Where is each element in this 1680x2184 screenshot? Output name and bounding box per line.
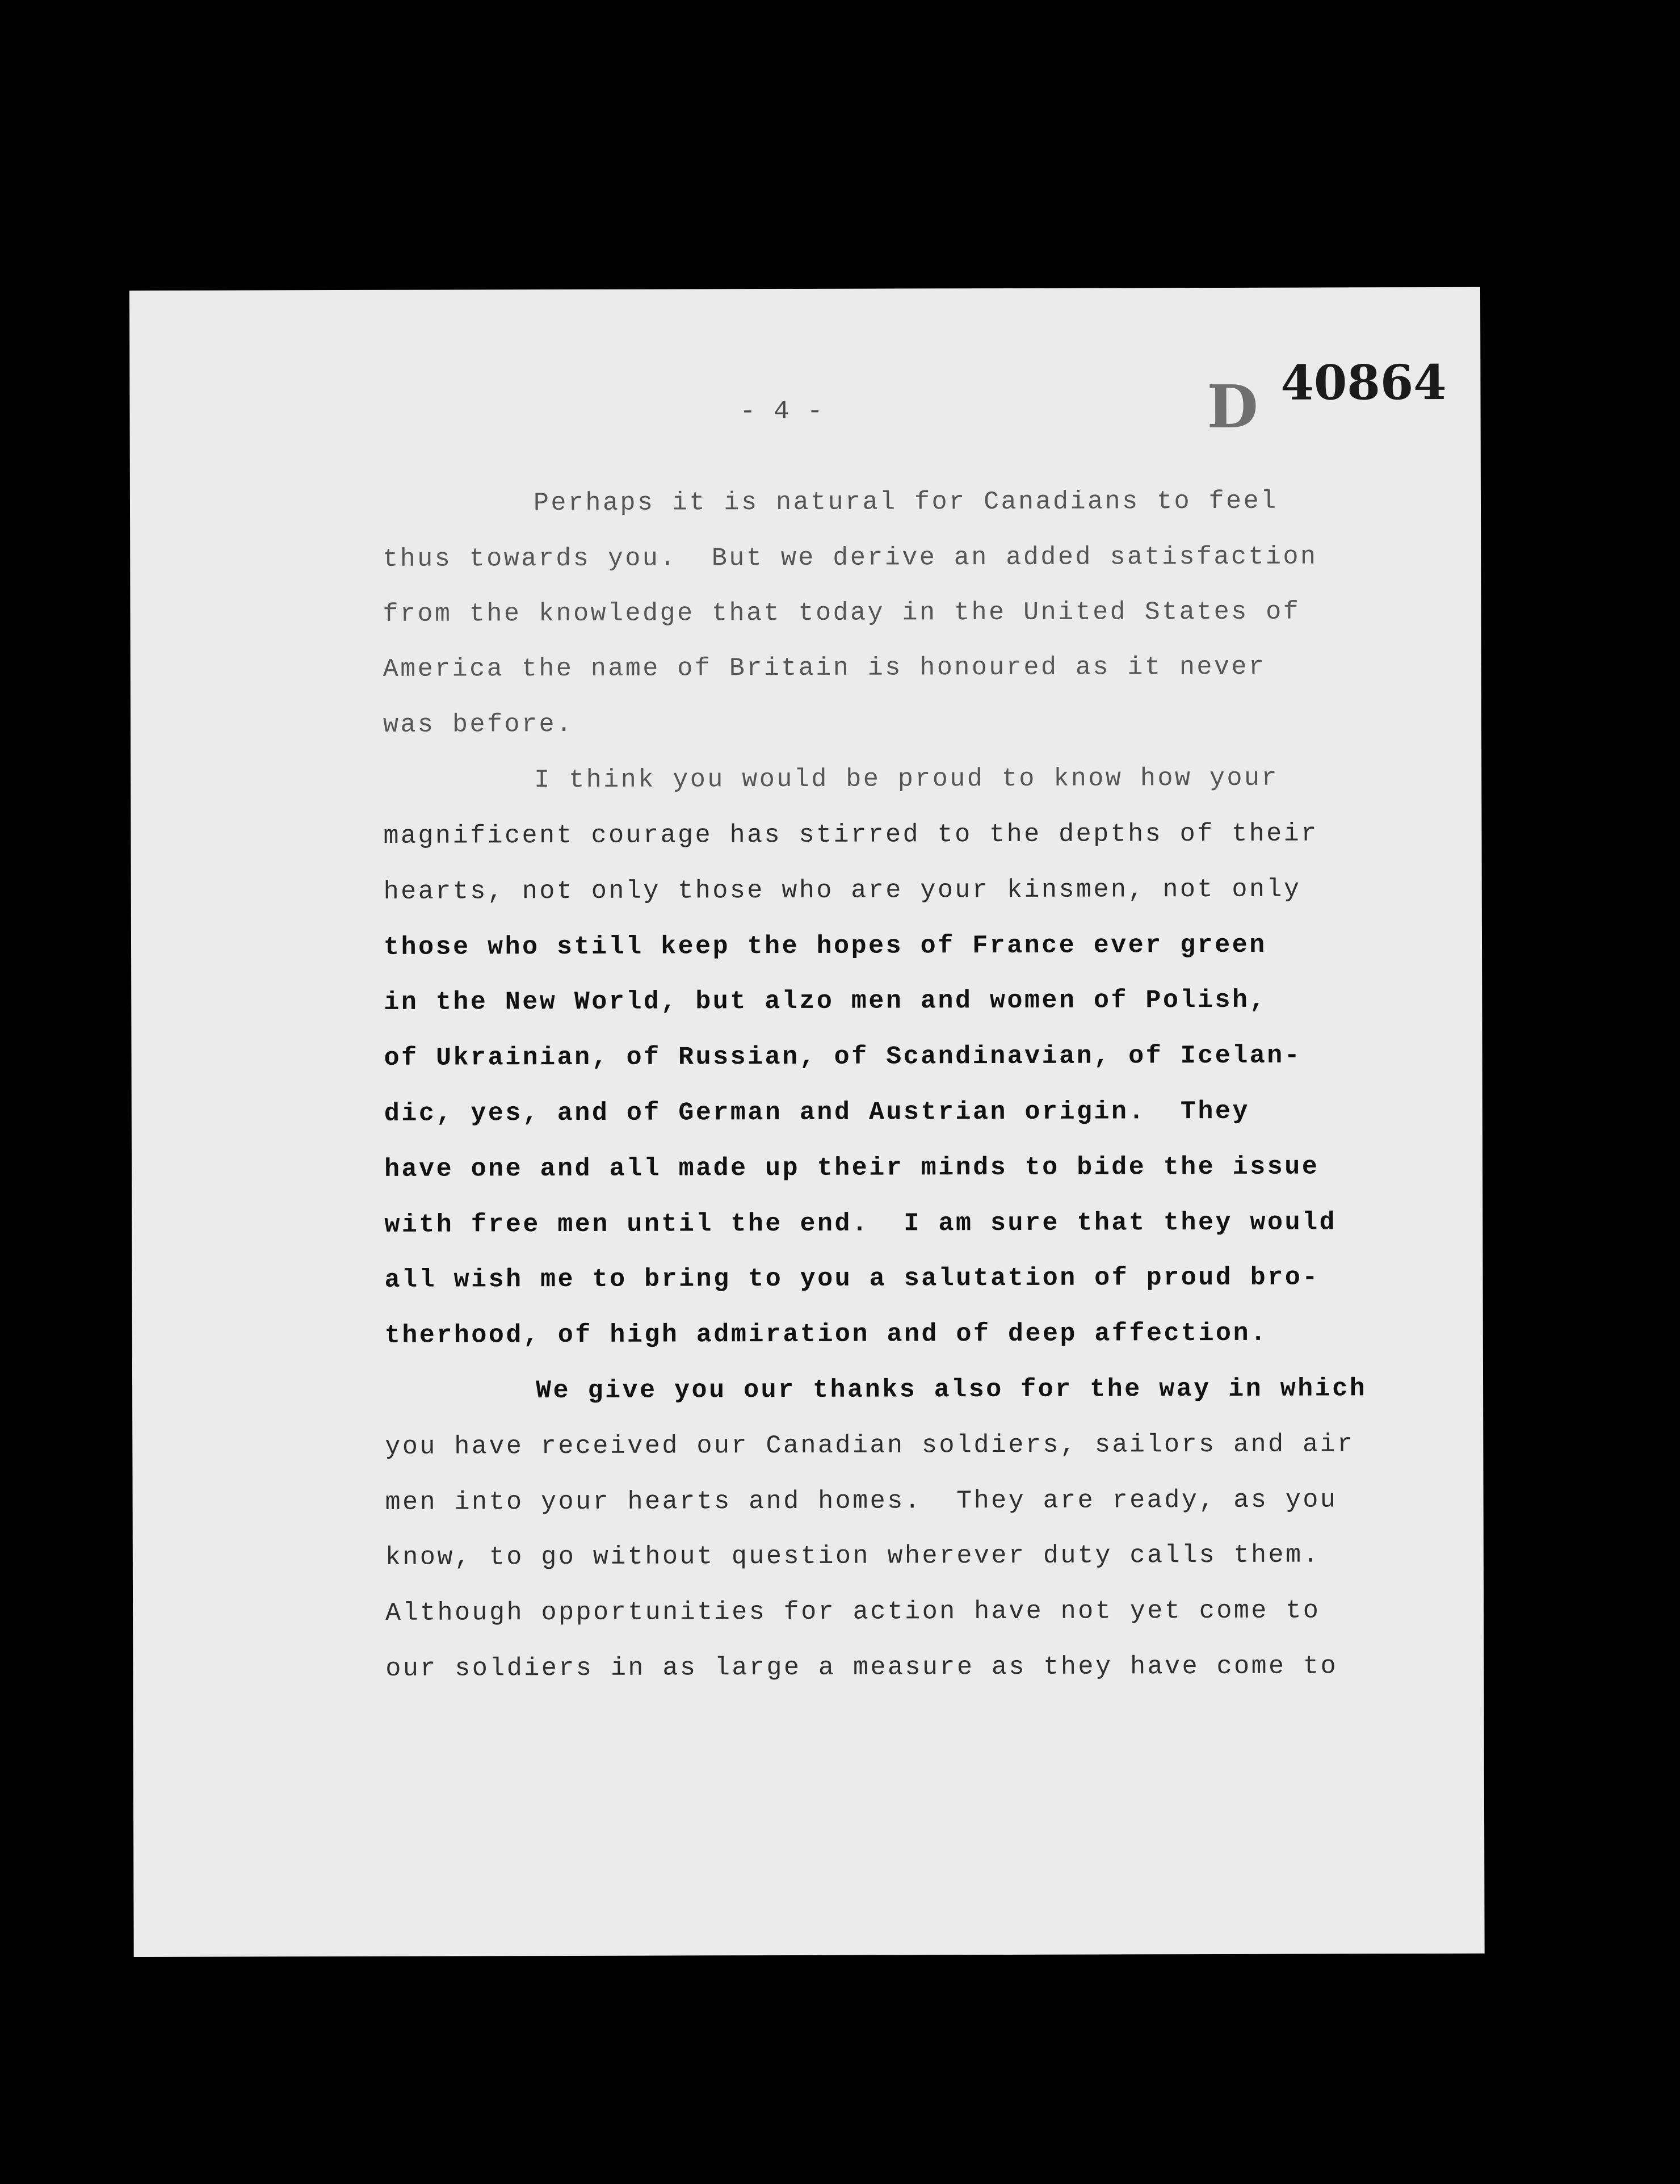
body-line: you have received our Canadian soldiers, sailors and air [385,1430,1355,1461]
archive-stamp-letter: D [1207,371,1258,442]
body-line: dic, yes, and of German and Austrian origin. They [384,1097,1250,1128]
body-line: from the knowledge that today in the United States of [383,597,1301,629]
document-page [129,287,1485,1957]
body-line: with free men until the end. I am sure that they would [384,1208,1337,1240]
body-line: have one and all made up their minds to bide the issue [384,1152,1320,1184]
body-line: America the name of Britain is honoured as it never [383,652,1266,684]
body-line: therhood, of high admiration and of deep affection. [384,1318,1268,1350]
body-line: men into your hearts and homes. They are ready, as you [385,1485,1338,1517]
body-line: all wish me to bring to you a salutation of proud bro- [384,1263,1320,1295]
body-line: in the New World, but alzo men and women of Polish, [384,985,1267,1017]
body-line: of Ukrainian, of Russian, of Scandinavian, of Icelan- [384,1041,1302,1073]
body-line: was before. [383,709,574,740]
archive-stamp-number: 40864 [1280,354,1447,411]
body-line: those who still keep the hopes of France ever green [383,930,1267,962]
body-line: magnificent courage has stirred to the depths of their [383,819,1318,851]
body-line: Although opportunities for action have not yet come to [385,1596,1321,1628]
body-line: thus towards you. But we derive an added satisfaction [383,542,1318,574]
body-line: know, to go without question wherever duty calls them. [385,1540,1321,1572]
body-line: Perhaps it is natural for Canadians to feel [533,486,1278,518]
page-number: - 4 - [740,396,824,427]
body-line: hearts, not only those who are your kinsmen, not only [383,875,1301,906]
body-line: I think you would be proud to know how your [534,763,1279,795]
body-line: our soldiers in as large a measure as they have come to [385,1652,1338,1683]
body-line: We give you our thanks also for the way in which [536,1374,1367,1406]
